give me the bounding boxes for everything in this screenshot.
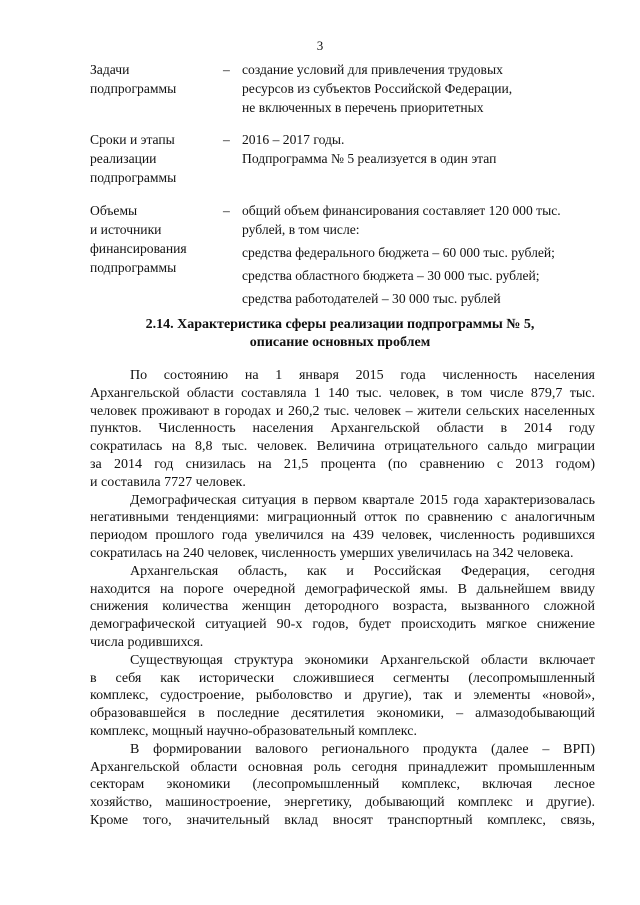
- passport-dash: –: [223, 132, 230, 147]
- text-line: периодом прошлого года увеличился на 439 человек, численность родившихся: [90, 528, 595, 544]
- passport-value: [242, 60, 602, 117]
- value-line: не включенных в перечень приоритетных: [242, 100, 484, 115]
- text-line: сократилась на 240 человек, численность умерших увеличилась на 342 человека.: [90, 545, 574, 561]
- paragraph: [90, 367, 595, 492]
- passport-label: [90, 130, 220, 187]
- text-line: пунктов. Численность населения Архангельской области в 2014 году: [90, 421, 595, 437]
- label-line: Задачи: [90, 62, 130, 77]
- text-line: секторам экономики (лесопромышленный комплекс, включая лесное: [90, 777, 595, 793]
- text-line: По состоянию на 1 января 2015 года численность населения: [130, 368, 595, 383]
- text-line: сократилась на 8,8 тыс. человек. Величина отрицательного сальдо миграции: [90, 439, 595, 455]
- text-line: снижения количества женщин детородного возраста, вызванного сложной: [90, 599, 595, 615]
- text-line: и составила 7727 человек.: [90, 474, 246, 490]
- paragraph: [90, 492, 595, 563]
- text-line: в себя как исторически сложившиеся сегменты (лесопромышленный: [90, 670, 595, 686]
- text-line: Архангельская область, как и Российская Федерация, сегодня: [130, 563, 595, 579]
- section-title-line: 2.14. Характеристика сферы реализации подпрограммы № 5,: [145, 317, 535, 332]
- text-line: комплекс, мощный научно-образовательный комплекс.: [90, 723, 417, 739]
- label-line: подпрограммы: [90, 81, 177, 96]
- value-line: средства федерального бюджета – 60 000 тыс. рублей;: [242, 245, 555, 260]
- text-line: демографической ситуацией 90-х годов, будет происходить мягкое снижение: [90, 617, 595, 633]
- body-text: [90, 367, 595, 830]
- passport-dash: –: [223, 203, 230, 218]
- passport-value: [242, 130, 602, 168]
- label-line: Сроки и этапы: [90, 132, 175, 147]
- section-title: [100, 316, 580, 352]
- label-line: подпрограммы: [90, 260, 177, 275]
- passport-value: [242, 201, 602, 308]
- text-line: находится на пороге очередной демографической ямы. В дальнейшем ввиду: [90, 581, 595, 597]
- text-line: негативными тенденциями: миграционный отток по сравнению с аналогичным: [90, 510, 595, 526]
- value-line: 2016 – 2017 годы.: [242, 132, 345, 147]
- text-line: Архангельской области основная роль сегодня принадлежит промышленным: [90, 759, 595, 775]
- text-line: человек проживают в городах и 260,2 тыс. человек – жители сельских населенных: [90, 403, 595, 419]
- text-line: числа родившихся.: [90, 634, 204, 650]
- text-line: комплекс, судостроение, рыболовство и другие), так и элементы «новой»,: [90, 688, 595, 704]
- text-line: Существующая структура экономики Архангельской области включает: [130, 652, 595, 668]
- value-line: Подпрограмма № 5 реализуется в один этап: [242, 151, 497, 166]
- value-line: средства областного бюджета – 30 000 тыс. рублей;: [242, 268, 540, 283]
- text-line: Кроме того, значительный вклад вносят транспортный комплекс, связь,: [90, 812, 595, 828]
- label-line: реализации: [90, 151, 157, 166]
- value-line: общий объем финансирования составляет 120 000 тыс.: [242, 203, 561, 218]
- text-line: Демографическая ситуация в первом квартале 2015 года характеризовалась: [130, 492, 595, 508]
- text-line: хозяйство, машиностроение, энергетику, добывающий комплекс и другие).: [90, 795, 595, 811]
- text-line: за 2014 год снизилась на 21,5 процента (по сравнению с 2013 годом): [90, 456, 595, 472]
- paragraph: [90, 563, 595, 652]
- paragraph: [90, 652, 595, 741]
- label-line: Объемы: [90, 203, 138, 218]
- label-line: и источники: [90, 222, 162, 237]
- label-line: подпрограммы: [90, 170, 177, 185]
- text-line: Архангельской области составляла 1 140 тыс. человек, в том числе 879,7 тыс.: [90, 385, 595, 401]
- passport-label: [90, 60, 220, 98]
- passport-dash: –: [223, 62, 230, 77]
- value-line: рублей, в том числе:: [242, 222, 360, 237]
- value-line: ресурсов из субъектов Российской Федерации,: [242, 81, 513, 96]
- paragraph: [90, 741, 595, 830]
- value-line: средства работодателей – 30 000 тыс. рублей: [242, 291, 501, 306]
- text-line: В формировании валового регионального продукта (далее – ВРП): [130, 741, 595, 757]
- page-number: 3: [316, 38, 324, 53]
- text-line: образовавшейся в последние десятилетия экономики, – алмазодобывающий: [90, 706, 595, 722]
- passport-label: [90, 201, 220, 277]
- value-line: создание условий для привлечения трудовых: [242, 62, 503, 77]
- section-title-line: описание основных проблем: [249, 335, 431, 350]
- label-line: финансирования: [90, 241, 187, 256]
